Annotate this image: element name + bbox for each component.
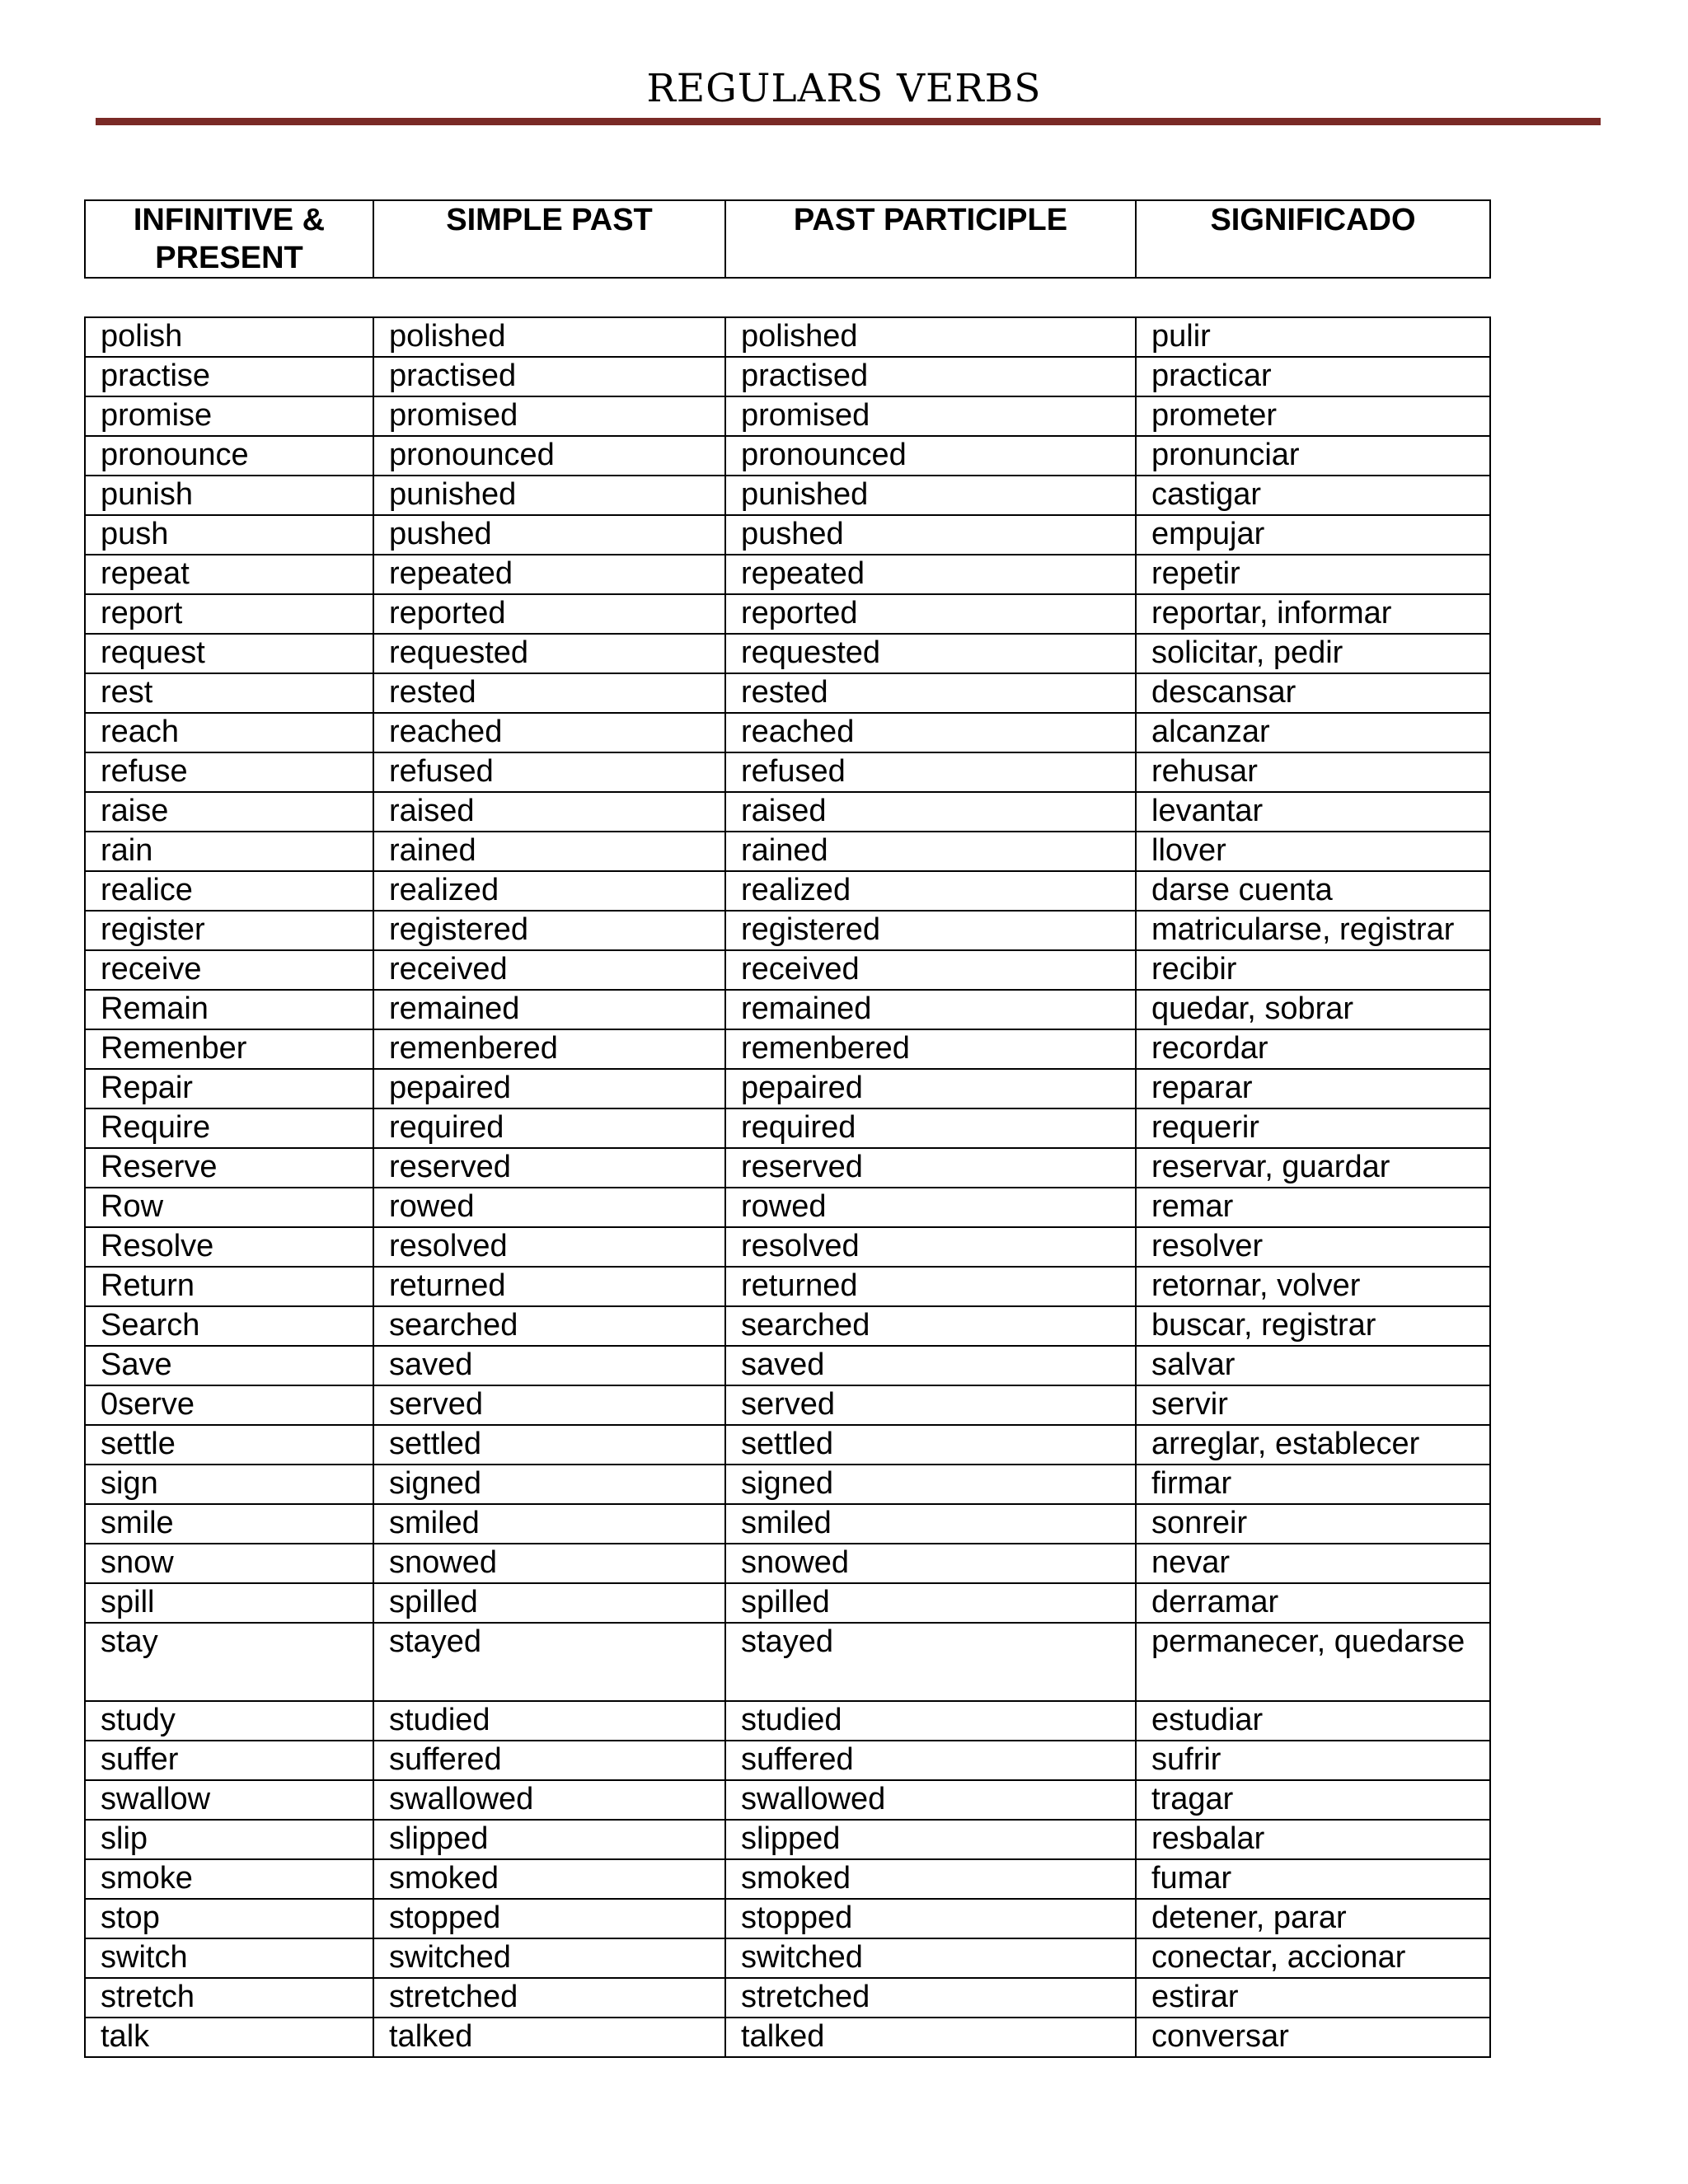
simple-past-cell: pushed [373,515,725,555]
simple-past-cell: resolved [373,1227,725,1267]
past-participle-cell: snowed [725,1544,1136,1583]
meaning-cell: reservar, guardar [1136,1148,1490,1188]
infinitive-cell: Remenber [85,1029,373,1069]
table-row [85,1188,1490,1227]
simple-past-cell: rested [373,673,725,713]
past-participle-cell: resolved [725,1227,1136,1267]
table-row [85,436,1490,476]
simple-past-cell: slipped [373,1820,725,1859]
simple-past-cell: reached [373,713,725,752]
infinitive-cell: report [85,594,373,634]
past-participle-cell: talked [725,2018,1136,2057]
table-row [85,396,1490,436]
table-row [85,515,1490,555]
meaning-cell: estudiar [1136,1701,1490,1741]
simple-past-cell: refused [373,752,725,792]
past-participle-cell: signed [725,1465,1136,1504]
table-row [85,1820,1490,1859]
table-row [85,1544,1490,1583]
table-row [85,1623,1490,1701]
simple-past-cell: stretched [373,1978,725,2018]
past-participle-cell: realized [725,871,1136,911]
meaning-cell: levantar [1136,792,1490,832]
past-participle-cell: pronounced [725,436,1136,476]
simple-past-cell: returned [373,1267,725,1306]
header-infinitive: INFINITIVE & PRESENT [85,200,373,278]
infinitive-cell: polish [85,317,373,357]
table-row [85,1465,1490,1504]
infinitive-cell: refuse [85,752,373,792]
simple-past-cell: practised [373,357,725,396]
simple-past-cell: rowed [373,1188,725,1227]
simple-past-cell: settled [373,1425,725,1465]
past-participle-cell: remenbered [725,1029,1136,1069]
verbs-table [84,316,1491,2058]
infinitive-cell: Require [85,1108,373,1148]
infinitive-cell: 0serve [85,1385,373,1425]
simple-past-cell: remained [373,990,725,1029]
meaning-cell: solicitar, pedir [1136,634,1490,673]
past-participle-cell: stopped [725,1899,1136,1938]
meaning-cell: tragar [1136,1780,1490,1820]
table-row [85,911,1490,950]
meaning-cell: pronunciar [1136,436,1490,476]
table-row [85,1148,1490,1188]
past-participle-cell: refused [725,752,1136,792]
meaning-cell: castigar [1136,476,1490,515]
table-row [85,1859,1490,1899]
simple-past-cell: reported [373,594,725,634]
past-participle-cell: pushed [725,515,1136,555]
simple-past-cell: talked [373,2018,725,2057]
simple-past-cell: smiled [373,1504,725,1544]
past-participle-cell: saved [725,1346,1136,1385]
infinitive-cell: punish [85,476,373,515]
simple-past-cell: searched [373,1306,725,1346]
infinitive-cell: Save [85,1346,373,1385]
past-participle-cell: reserved [725,1148,1136,1188]
meaning-cell: firmar [1136,1465,1490,1504]
infinitive-cell: realice [85,871,373,911]
simple-past-cell: pronounced [373,436,725,476]
meaning-cell: darse cuenta [1136,871,1490,911]
meaning-cell: estirar [1136,1978,1490,2018]
infinitive-cell: pronounce [85,436,373,476]
simple-past-cell: switched [373,1938,725,1978]
past-participle-cell: raised [725,792,1136,832]
meaning-cell: arreglar, establecer [1136,1425,1490,1465]
simple-past-cell: raised [373,792,725,832]
meaning-cell: buscar, registrar [1136,1306,1490,1346]
table-row [85,1938,1490,1978]
infinitive-cell: stretch [85,1978,373,2018]
table-row [85,1069,1490,1108]
simple-past-cell: remenbered [373,1029,725,1069]
verbs-table-body [85,317,1490,2057]
simple-past-cell: polished [373,317,725,357]
infinitive-cell: smile [85,1504,373,1544]
infinitive-cell: practise [85,357,373,396]
table-row [85,792,1490,832]
past-participle-cell: spilled [725,1583,1136,1623]
infinitive-cell: register [85,911,373,950]
meaning-cell: sonreir [1136,1504,1490,1544]
meaning-cell: resolver [1136,1227,1490,1267]
meaning-cell: conversar [1136,2018,1490,2057]
meaning-cell: empujar [1136,515,1490,555]
infinitive-cell: request [85,634,373,673]
table-row [85,634,1490,673]
simple-past-cell: required [373,1108,725,1148]
simple-past-cell: punished [373,476,725,515]
past-participle-cell: reported [725,594,1136,634]
meaning-cell: descansar [1136,673,1490,713]
past-participle-cell: slipped [725,1820,1136,1859]
past-participle-cell: promised [725,396,1136,436]
simple-past-cell: stayed [373,1623,725,1701]
past-participle-cell: swallowed [725,1780,1136,1820]
table-row [85,673,1490,713]
table-row [85,713,1490,752]
past-participle-cell: stretched [725,1978,1136,2018]
table-row [85,1899,1490,1938]
past-participle-cell: rowed [725,1188,1136,1227]
title-divider [96,118,1601,125]
table-row [85,1583,1490,1623]
meaning-cell: prometer [1136,396,1490,436]
table-row [85,357,1490,396]
infinitive-cell: snow [85,1544,373,1583]
infinitive-cell: Resolve [85,1227,373,1267]
table-row [85,476,1490,515]
meaning-cell: salvar [1136,1346,1490,1385]
infinitive-cell: stop [85,1899,373,1938]
meaning-cell: servir [1136,1385,1490,1425]
infinitive-cell: swallow [85,1780,373,1820]
simple-past-cell: served [373,1385,725,1425]
past-participle-cell: repeated [725,555,1136,594]
meaning-cell: matricularse, registrar [1136,911,1490,950]
table-row [85,1029,1490,1069]
table-row [85,832,1490,871]
meaning-cell: reportar, informar [1136,594,1490,634]
meaning-cell: resbalar [1136,1820,1490,1859]
simple-past-cell: snowed [373,1544,725,1583]
infinitive-cell: Remain [85,990,373,1029]
infinitive-cell: suffer [85,1741,373,1780]
past-participle-cell: suffered [725,1741,1136,1780]
infinitive-cell: reach [85,713,373,752]
simple-past-cell: repeated [373,555,725,594]
meaning-cell: nevar [1136,1544,1490,1583]
infinitive-cell: slip [85,1820,373,1859]
simple-past-cell: requested [373,634,725,673]
meaning-cell: requerir [1136,1108,1490,1148]
past-participle-cell: smiled [725,1504,1136,1544]
past-participle-cell: studied [725,1701,1136,1741]
infinitive-cell: smoke [85,1859,373,1899]
past-participle-cell: received [725,950,1136,990]
simple-past-cell: registered [373,911,725,950]
header-table [84,199,1491,279]
simple-past-cell: signed [373,1465,725,1504]
simple-past-cell: reserved [373,1148,725,1188]
infinitive-cell: push [85,515,373,555]
past-participle-cell: settled [725,1425,1136,1465]
table-row [85,752,1490,792]
simple-past-cell: stopped [373,1899,725,1938]
past-participle-cell: rained [725,832,1136,871]
past-participle-cell: remained [725,990,1136,1029]
table-row [85,1701,1490,1741]
meaning-cell: llover [1136,832,1490,871]
infinitive-cell: spill [85,1583,373,1623]
meaning-cell: retornar, volver [1136,1267,1490,1306]
infinitive-cell: settle [85,1425,373,1465]
infinitive-cell: raise [85,792,373,832]
header-meaning: SIGNIFICADO [1136,200,1490,278]
table-row [85,1108,1490,1148]
past-participle-cell: required [725,1108,1136,1148]
meaning-cell: repetir [1136,555,1490,594]
table-row [85,1346,1490,1385]
infinitive-cell: Return [85,1267,373,1306]
infinitive-cell: promise [85,396,373,436]
past-participle-cell: pepaired [725,1069,1136,1108]
infinitive-cell: switch [85,1938,373,1978]
infinitive-cell: Reserve [85,1148,373,1188]
past-participle-cell: requested [725,634,1136,673]
header-simple-past: SIMPLE PAST [373,200,725,278]
past-participle-cell: punished [725,476,1136,515]
past-participle-cell: stayed [725,1623,1136,1701]
meaning-cell: detener, parar [1136,1899,1490,1938]
page-title: REGULARS VERBS [646,66,1042,111]
table-row [85,950,1490,990]
simple-past-cell: rained [373,832,725,871]
table-row [85,1741,1490,1780]
simple-past-cell: swallowed [373,1780,725,1820]
table-row [85,1978,1490,2018]
past-participle-cell: rested [725,673,1136,713]
table-row [85,1385,1490,1425]
infinitive-cell: stay [85,1623,373,1701]
table-row [85,1780,1490,1820]
past-participle-cell: searched [725,1306,1136,1346]
meaning-cell: recibir [1136,950,1490,990]
infinitive-cell: Search [85,1306,373,1346]
infinitive-cell: receive [85,950,373,990]
past-participle-cell: practised [725,357,1136,396]
meaning-cell: alcanzar [1136,713,1490,752]
meaning-cell: permanecer, quedarse [1136,1623,1490,1701]
meaning-cell: conectar, accionar [1136,1938,1490,1978]
infinitive-cell: rain [85,832,373,871]
table-row [85,555,1490,594]
simple-past-cell: smoked [373,1859,725,1899]
table-row [85,1504,1490,1544]
simple-past-cell: saved [373,1346,725,1385]
past-participle-cell: served [725,1385,1136,1425]
infinitive-cell: study [85,1701,373,1741]
infinitive-cell: rest [85,673,373,713]
past-participle-cell: registered [725,911,1136,950]
infinitive-cell: talk [85,2018,373,2057]
simple-past-cell: received [373,950,725,990]
simple-past-cell: studied [373,1701,725,1741]
meaning-cell: remar [1136,1188,1490,1227]
table-row [85,871,1490,911]
past-participle-cell: returned [725,1267,1136,1306]
infinitive-cell: repeat [85,555,373,594]
past-participle-cell: switched [725,1938,1136,1978]
simple-past-cell: promised [373,396,725,436]
table-row [85,2018,1490,2057]
meaning-cell: practicar [1136,357,1490,396]
table-row [85,1306,1490,1346]
meaning-cell: derramar [1136,1583,1490,1623]
infinitive-cell: Repair [85,1069,373,1108]
header-row [85,200,1490,278]
simple-past-cell: spilled [373,1583,725,1623]
header-past-participle: PAST PARTICIPLE [725,200,1136,278]
simple-past-cell: realized [373,871,725,911]
table-row [85,1425,1490,1465]
simple-past-cell: suffered [373,1741,725,1780]
table-row [85,1267,1490,1306]
table-row [85,990,1490,1029]
meaning-cell: sufrir [1136,1741,1490,1780]
meaning-cell: fumar [1136,1859,1490,1899]
meaning-cell: quedar, sobrar [1136,990,1490,1029]
meaning-cell: recordar [1136,1029,1490,1069]
meaning-cell: pulir [1136,317,1490,357]
meaning-cell: reparar [1136,1069,1490,1108]
table-row [85,594,1490,634]
table-row [85,317,1490,357]
past-participle-cell: reached [725,713,1136,752]
past-participle-cell: smoked [725,1859,1136,1899]
meaning-cell: rehusar [1136,752,1490,792]
table-row [85,1227,1490,1267]
simple-past-cell: pepaired [373,1069,725,1108]
past-participle-cell: polished [725,317,1136,357]
infinitive-cell: sign [85,1465,373,1504]
infinitive-cell: Row [85,1188,373,1227]
